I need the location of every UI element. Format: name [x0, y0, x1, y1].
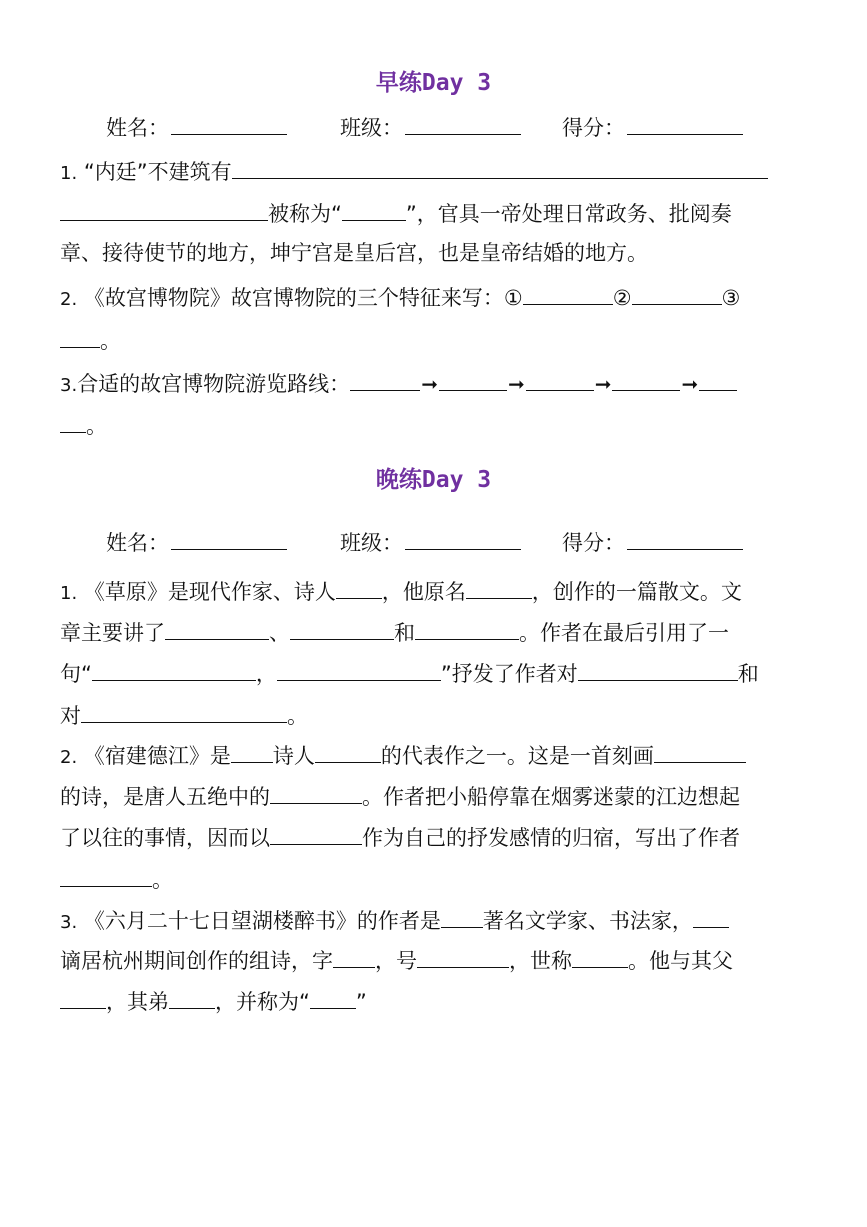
question-text: 。 [287, 704, 308, 728]
evening-class-field [340, 527, 521, 558]
morning-score-field [562, 112, 743, 143]
question-number: 3. [60, 912, 78, 933]
marker-3: ③ [721, 286, 741, 310]
answer-blank[interactable] [60, 198, 268, 221]
answer-blank[interactable] [439, 368, 507, 391]
question-text: 合适的故宫博物院游览路线： [77, 372, 351, 396]
answer-blank[interactable] [92, 658, 256, 681]
evening-q3-line2 [60, 945, 810, 975]
answer-blank[interactable] [290, 617, 394, 640]
answer-blank[interactable] [441, 905, 483, 928]
question-text: 。作者在最后引用了一 [519, 621, 729, 645]
question-text: 《宿建德江》是 [83, 744, 231, 768]
arrow-right-icon: ➞ [681, 372, 699, 396]
name-blank[interactable] [171, 112, 287, 135]
evening-q3-line1 [60, 905, 810, 935]
question-text: ” [355, 990, 367, 1014]
question-text: 《六月二十七日望湖楼醉书》的作者是 [83, 909, 441, 933]
evening-q1-line4 [60, 700, 810, 730]
answer-blank[interactable] [523, 282, 613, 305]
question-text: ，并称为“ [215, 990, 310, 1014]
morning-q3-line2 [60, 410, 810, 440]
name-blank[interactable] [171, 527, 287, 550]
answer-blank[interactable] [350, 368, 420, 391]
question-text: ，他原名 [381, 580, 466, 604]
answer-blank[interactable] [270, 822, 362, 845]
evening-q1-line3 [60, 658, 810, 688]
question-text: 。 [100, 329, 121, 353]
answer-blank[interactable] [277, 658, 441, 681]
question-text: 谪居杭州期间创作的组诗，字 [60, 949, 333, 973]
question-text: 章、接待使节的地方，坤宁宫是皇后宫，也是皇帝结婚的地方。 [60, 241, 648, 265]
question-text: 。 [86, 414, 107, 438]
answer-blank[interactable] [572, 945, 628, 968]
evening-title: 晚练Day 3 [375, 467, 492, 493]
class-blank[interactable] [405, 527, 521, 550]
morning-class-field [340, 112, 521, 143]
question-text: 。他与其父 [628, 949, 733, 973]
evening-q3-line3 [60, 986, 810, 1016]
answer-blank[interactable] [578, 658, 738, 681]
answer-blank[interactable] [526, 368, 594, 391]
answer-blank[interactable] [232, 156, 768, 179]
evening-q1-line1 [60, 576, 810, 606]
question-text: ，世称 [509, 949, 572, 973]
answer-blank[interactable] [310, 986, 356, 1009]
question-text: 《草原》是现代作家、诗人 [83, 580, 336, 604]
question-text: ”，官具一帝处理日常政务、批阅奏 [405, 202, 732, 226]
morning-q1-line1 [60, 156, 810, 186]
answer-blank[interactable] [270, 781, 362, 804]
name-label: 姓名： [106, 116, 169, 140]
answer-blank[interactable] [315, 740, 381, 763]
question-text: 。作者把小船停靠在烟雾迷蒙的江边想起 [362, 785, 740, 809]
answer-blank[interactable] [231, 740, 273, 763]
answer-blank[interactable] [60, 986, 106, 1009]
morning-q2-line2 [60, 325, 810, 355]
evening-q2-line3 [60, 822, 810, 852]
morning-q3-line1 [60, 368, 810, 398]
question-text: 和 [394, 621, 415, 645]
evening-q2-line1 [60, 740, 810, 770]
answer-blank[interactable] [654, 740, 746, 763]
question-text: 《故宫博物院》故宫博物院的三个特征来写：① [83, 286, 523, 310]
class-blank[interactable] [405, 112, 521, 135]
answer-blank[interactable] [60, 410, 86, 433]
question-number: 2. [60, 747, 78, 768]
answer-blank[interactable] [612, 368, 680, 391]
marker-2: ② [612, 286, 632, 310]
question-text: “内廷”不建筑有 [83, 160, 232, 184]
question-number: 2. [60, 289, 78, 310]
answer-blank[interactable] [60, 325, 100, 348]
evening-q2-line4 [60, 864, 810, 894]
morning-q1-line3 [60, 238, 810, 268]
question-number: 3. [60, 375, 78, 396]
answer-blank[interactable] [415, 617, 519, 640]
answer-blank[interactable] [165, 617, 269, 640]
answer-blank[interactable] [466, 576, 532, 599]
question-text: 作为自己的抒发感情的归宿，写出了作者 [362, 826, 740, 850]
morning-q1-line2 [60, 198, 810, 228]
answer-blank[interactable] [699, 368, 737, 391]
arrow-right-icon: ➞ [421, 372, 438, 396]
arrow-right-icon: ➞ [507, 372, 525, 396]
class-label: 班级： [340, 531, 403, 555]
evening-name-field [106, 527, 287, 558]
question-text: 被称为“ [268, 202, 342, 226]
question-text: 和 [737, 662, 759, 686]
question-text: ，创作的一篇散文。文 [531, 580, 742, 604]
question-text: 的诗，是唐人五绝中的 [60, 785, 270, 809]
score-label: 得分： [562, 116, 625, 140]
question-number: 1. [60, 163, 78, 184]
score-label: 得分： [562, 531, 625, 555]
question-text: ，其弟 [106, 990, 169, 1014]
morning-q2-line1 [60, 282, 810, 312]
answer-blank[interactable] [336, 576, 382, 599]
morning-title: 早练Day 3 [375, 70, 492, 96]
class-label: 班级： [340, 116, 403, 140]
answer-blank[interactable] [417, 945, 509, 968]
answer-blank[interactable] [693, 905, 729, 928]
question-text: 著名文学家、书法家， [482, 909, 693, 933]
question-text: 。 [152, 868, 173, 892]
evening-q1-line2 [60, 617, 810, 647]
answer-blank[interactable] [169, 986, 215, 1009]
name-label: 姓名： [106, 531, 169, 555]
score-blank[interactable] [627, 112, 743, 135]
answer-blank[interactable] [333, 945, 375, 968]
answer-blank[interactable] [632, 282, 722, 305]
answer-blank[interactable] [60, 864, 152, 887]
arrow-right-icon: ➞ [594, 372, 612, 396]
question-text: 、 [269, 621, 290, 645]
answer-blank[interactable] [81, 700, 287, 723]
question-text: ，号 [375, 949, 417, 973]
question-text: 句“ [60, 662, 92, 686]
evening-q2-line2 [60, 781, 810, 811]
question-text: ”抒发了作者对 [440, 662, 578, 686]
question-text: 了以往的事情，因而以 [60, 826, 270, 850]
morning-name-field [106, 112, 287, 143]
answer-blank[interactable] [342, 198, 406, 221]
question-text: 对 [60, 704, 81, 728]
evening-score-field [562, 527, 743, 558]
question-text: 章主要讲了 [60, 621, 165, 645]
question-text: 诗人 [272, 744, 315, 768]
score-blank[interactable] [627, 527, 743, 550]
question-text: 的代表作之一。这是一首刻画 [380, 744, 654, 768]
question-text: ， [255, 662, 277, 686]
question-number: 1. [60, 583, 78, 604]
